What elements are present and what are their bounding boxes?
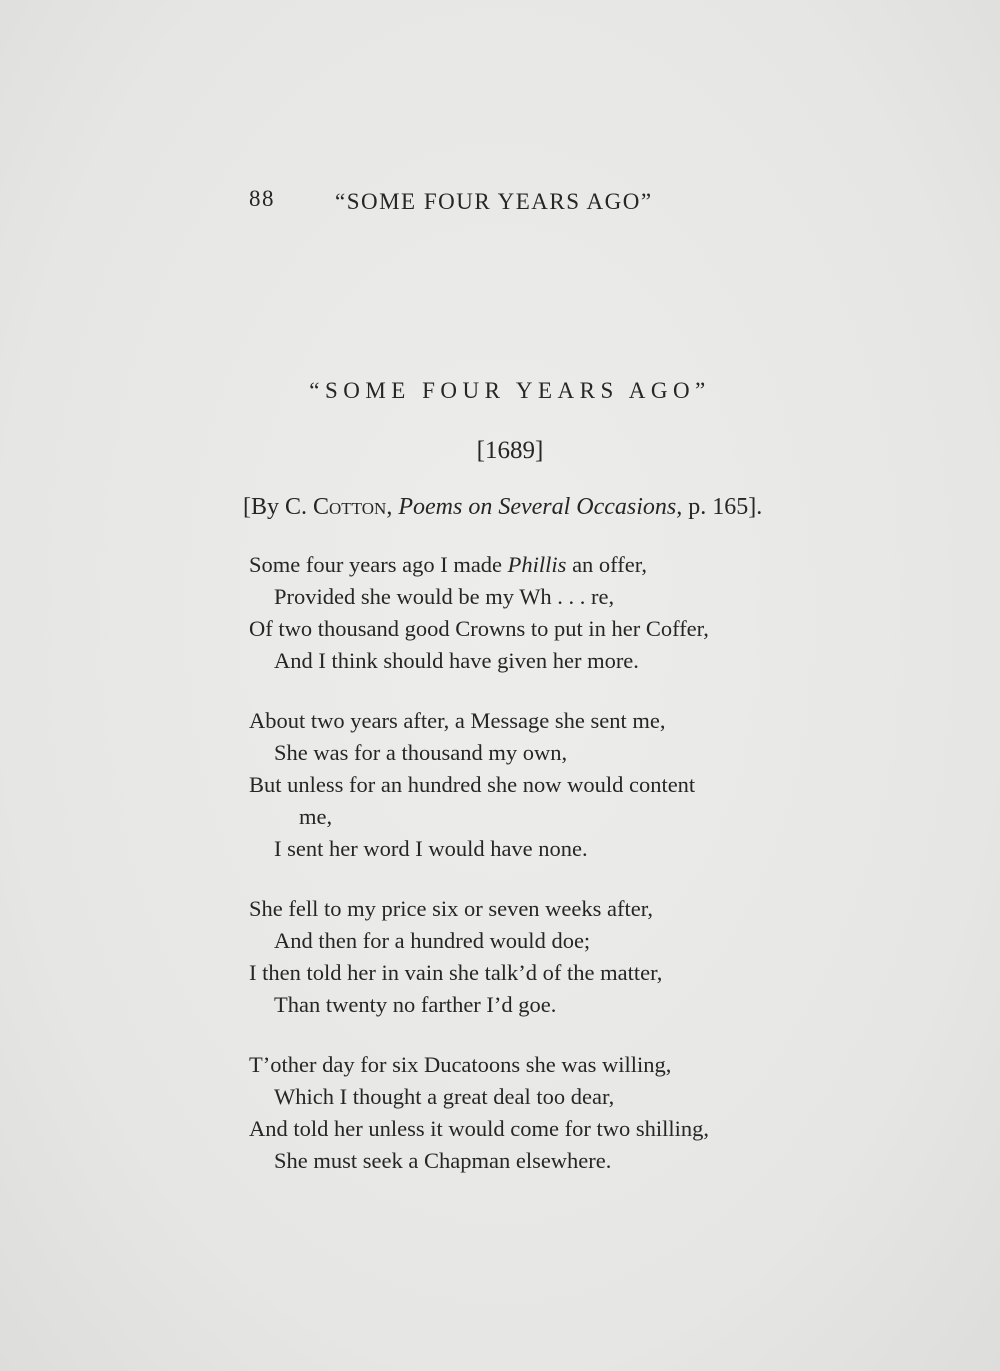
poem-line: Provided she would be my Wh . . . re,: [274, 584, 615, 609]
poem-line: I then told her in vain she talk’d of the matter,: [249, 960, 663, 985]
poem-line: me,: [299, 804, 333, 829]
poem-line: And I think should have given her more.: [274, 648, 639, 673]
poem-line-text: Some four years ago I made: [249, 552, 508, 577]
stanza-3: [249, 893, 789, 1021]
page-number: 88: [249, 186, 275, 211]
poem-line: Which I thought a great deal too dear,: [274, 1084, 615, 1109]
poem-line: She must seek a Chapman elsewhere.: [274, 1148, 612, 1173]
poem-line: [249, 549, 789, 581]
attribution-suffix: p. 165].: [682, 494, 763, 520]
attribution-author: Cotton: [313, 494, 387, 520]
poem-line: About two years after, a Message she sent me,: [249, 708, 666, 733]
poem-line-text: an offer,: [566, 552, 647, 577]
poem-line: Of two thousand good Crowns to put in her Coffer,: [249, 616, 709, 641]
poem-title: “SOME FOUR YEARS AGO”: [309, 378, 711, 403]
poem-line: But unless for an hundred she now would content: [249, 772, 696, 797]
poem-line: T’other day for six Ducatoons she was willing,: [249, 1052, 672, 1077]
stanza-4: [249, 1049, 789, 1177]
running-head: [249, 186, 709, 220]
poem-year: [1689]: [476, 437, 544, 464]
running-head-title: “SOME FOUR YEARS AGO”: [335, 189, 653, 214]
attribution-work: Poems on Several Occasions,: [398, 494, 683, 520]
poem-line: Than twenty no farther I’d goe.: [274, 992, 557, 1017]
poem-line: And told her unless it would come for two shilling,: [249, 1116, 709, 1141]
poem-line: And then for a hundred would doe;: [274, 928, 591, 953]
stanza-2: [249, 705, 789, 865]
poem-line-italic: Phillis: [507, 552, 567, 577]
poem-line: She was for a thousand my own,: [274, 740, 568, 765]
stanza-1: [249, 549, 789, 677]
poem-line: I sent her word I would have none.: [274, 836, 588, 861]
attribution: [243, 494, 803, 521]
poem-line: She fell to my price six or seven weeks after,: [249, 896, 653, 921]
attribution-separator: ,: [386, 494, 399, 520]
attribution-prefix: [By C.: [243, 494, 314, 520]
